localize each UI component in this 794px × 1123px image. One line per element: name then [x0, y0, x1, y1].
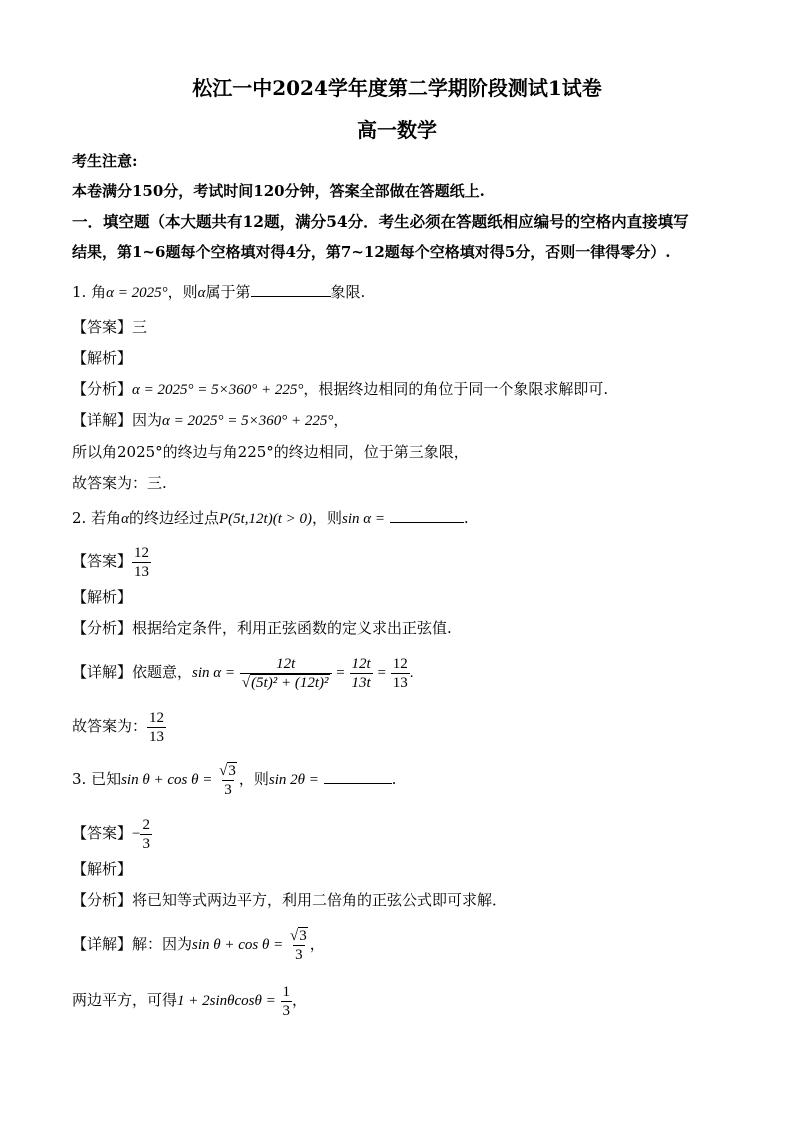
q1-analysis-expression: α = 2025° = 5×360° + 225° [132, 382, 304, 398]
q3-square-expression: 1 + 2sinθcosθ = [177, 993, 276, 1009]
answer-label: 【答案】 [72, 318, 133, 336]
q3-square-prefix: 两边平方，可得 [72, 991, 178, 1009]
q3-radicand: 3 [228, 762, 236, 779]
answer-label: 【答案】 [72, 552, 133, 570]
question-2 [72, 509, 469, 528]
q1-answer-value: 三 [132, 318, 148, 336]
q2-detail-den2: 13t [351, 674, 371, 691]
q2-alpha: α [121, 511, 129, 527]
q1-alpha: α [197, 285, 206, 301]
q3-answer-num: 2 [142, 816, 150, 833]
q1-expression: α = 2025° [106, 285, 168, 301]
q2-sin: sin α = [342, 511, 386, 527]
q1-end: 象限. [330, 283, 366, 301]
q1-analysis-text: ，根据终边相同的角位于同一个象限求解即可. [303, 380, 609, 398]
q3-analysis [72, 891, 507, 909]
q3-answer-blank [324, 771, 392, 784]
q1-analysis [72, 380, 608, 399]
q2-detail-num3: 12 [392, 655, 408, 672]
q3-square-fraction [281, 983, 293, 1020]
q2-analysis [72, 619, 452, 637]
q1-answer [72, 318, 147, 336]
q2-detail-radicand: (5t)² + (12t)² [251, 674, 329, 691]
q3-detail-radicand: 3 [299, 927, 307, 944]
detail-label: 【详解】 [72, 411, 133, 429]
section-instructions-1: 一．填空题（本大题共有12题，满分54分．考生必须在答题纸相应编号的空格内直接填写 [72, 212, 689, 231]
q2-detail-fraction-2 [350, 655, 373, 692]
q2-final-fraction [147, 709, 166, 746]
detail-label: 【详解】 [72, 663, 133, 681]
q3-detail-end: ， [309, 935, 325, 953]
q2-detail-den1: √(5t)² + (12t)² [240, 673, 332, 692]
q2-detail: 【详解】依题意，sin α = $\frac{12t}{\text{√(5t)² + (12t)²}}$ = $\frac{12t}{13t}$ = $\frac{12}{13}$ . [72, 655, 414, 691]
q1-detail-expression: α = 2025° = 5×360° + 225° [162, 413, 334, 429]
q3-answer-fraction [140, 816, 152, 853]
q1-jiexi: 【解析】 [72, 349, 133, 367]
analysis-label: 【分析】 [72, 619, 133, 637]
q1-mid: ，则 [167, 283, 198, 301]
question-3 [72, 758, 396, 801]
q3-prefix: 3. 已知 [72, 770, 122, 788]
q2-detail-fraction-3 [391, 655, 410, 692]
q2-detail-lhs: sin α = [192, 665, 236, 681]
question-1 [72, 283, 365, 302]
q3-detail [72, 923, 325, 966]
section-instructions-2: 结果，第1~6题每个空格填对得4分，第7~12题每个空格填对得5分，否则一律得零分）. [72, 243, 671, 261]
q3-detail-den: 3 [295, 946, 303, 963]
sqrt-radicand [250, 674, 329, 692]
page-subtitle: 高一数学 [357, 118, 437, 142]
q2-answer-blank [390, 510, 464, 523]
q1-answer-blank [251, 284, 331, 297]
q3-square-num: 1 [282, 983, 291, 1000]
q2-answer [72, 541, 151, 581]
q3-fraction [217, 762, 239, 799]
q2-detail-num1: 12t [276, 655, 296, 672]
q3-expression-2: sin 2θ = [268, 772, 319, 788]
q1-detail-prefix: 因为 [132, 411, 163, 429]
q2-mid: 的终边经过点 [128, 509, 219, 527]
q2-end: . [463, 509, 469, 527]
notice-line: 本卷满分150分，考试时间120分钟，答案全部做在答题纸上. [72, 182, 485, 200]
q3-expression: sin θ + cos θ = [121, 772, 213, 788]
q1-detail [72, 411, 348, 430]
answer-label: 【答案】 [72, 824, 133, 842]
q2-jiexi: 【解析】 [72, 588, 133, 606]
q2-analysis-text: 根据给定条件，利用正弦函数的定义求出正弦值. [132, 619, 452, 637]
notice-heading: 考生注意: [72, 152, 138, 170]
q2-point: P(5t,12t)(t > 0) [218, 511, 313, 527]
q2-prefix: 2. 若角 [72, 509, 122, 527]
q2-answer-denominator: 13 [134, 563, 150, 580]
q3-frac-den: 3 [224, 781, 232, 798]
q2-detail-num2: 12t [351, 655, 371, 672]
q2-answer-numerator: 12 [134, 544, 150, 561]
q3-square [72, 979, 307, 1022]
q2-answer-fraction [132, 544, 151, 581]
q2-final-den: 13 [149, 728, 165, 745]
analysis-label: 【分析】 [72, 891, 133, 909]
q3-detail-num: √3 [290, 927, 307, 944]
q2-detail-den3: 13 [392, 674, 408, 691]
q3-answer [72, 812, 152, 855]
q2-detail-prefix: 依题意， [132, 663, 193, 681]
q2-final-num: 12 [149, 709, 165, 726]
q3-jiexi: 【解析】 [72, 860, 133, 878]
page-title: 松江一中2024学年度第二学期阶段测试1试卷 [192, 76, 602, 100]
q3-analysis-text: 将已知等式两边平方，利用二倍角的正弦公式即可求解． [132, 891, 508, 909]
q3-detail-fraction [288, 927, 310, 964]
q3-end: . [391, 770, 397, 788]
q1-prefix: 1. 角 [72, 283, 107, 301]
q2-mid2: ，则 [312, 509, 343, 527]
q1-final: 故答案为：三. [72, 474, 167, 492]
q3-square-end: ， [292, 991, 308, 1009]
analysis-label: 【分析】 [72, 380, 133, 398]
q3-detail-prefix: 解：因为 [132, 935, 193, 953]
q1-post: 属于第 [205, 283, 251, 301]
q3-answer-sign: − [132, 826, 141, 842]
q3-frac-num: √3 [219, 762, 236, 779]
q3-square-den: 3 [282, 1002, 291, 1019]
q1-detail-end: ， [333, 411, 349, 429]
q3-detail-expression: sin θ + cos θ = [192, 937, 284, 953]
q2-final-prefix: 故答案为： [72, 717, 148, 735]
q1-detail-line2: 所以角2025°的终边与角225°的终边相同，位于第三象限， [72, 443, 469, 461]
q2-final [72, 706, 166, 746]
q2-detail-fraction-1 [240, 655, 332, 692]
q3-answer-den: 3 [142, 835, 150, 852]
q3-mid: ，则 [238, 770, 269, 788]
detail-label: 【详解】 [72, 935, 133, 953]
